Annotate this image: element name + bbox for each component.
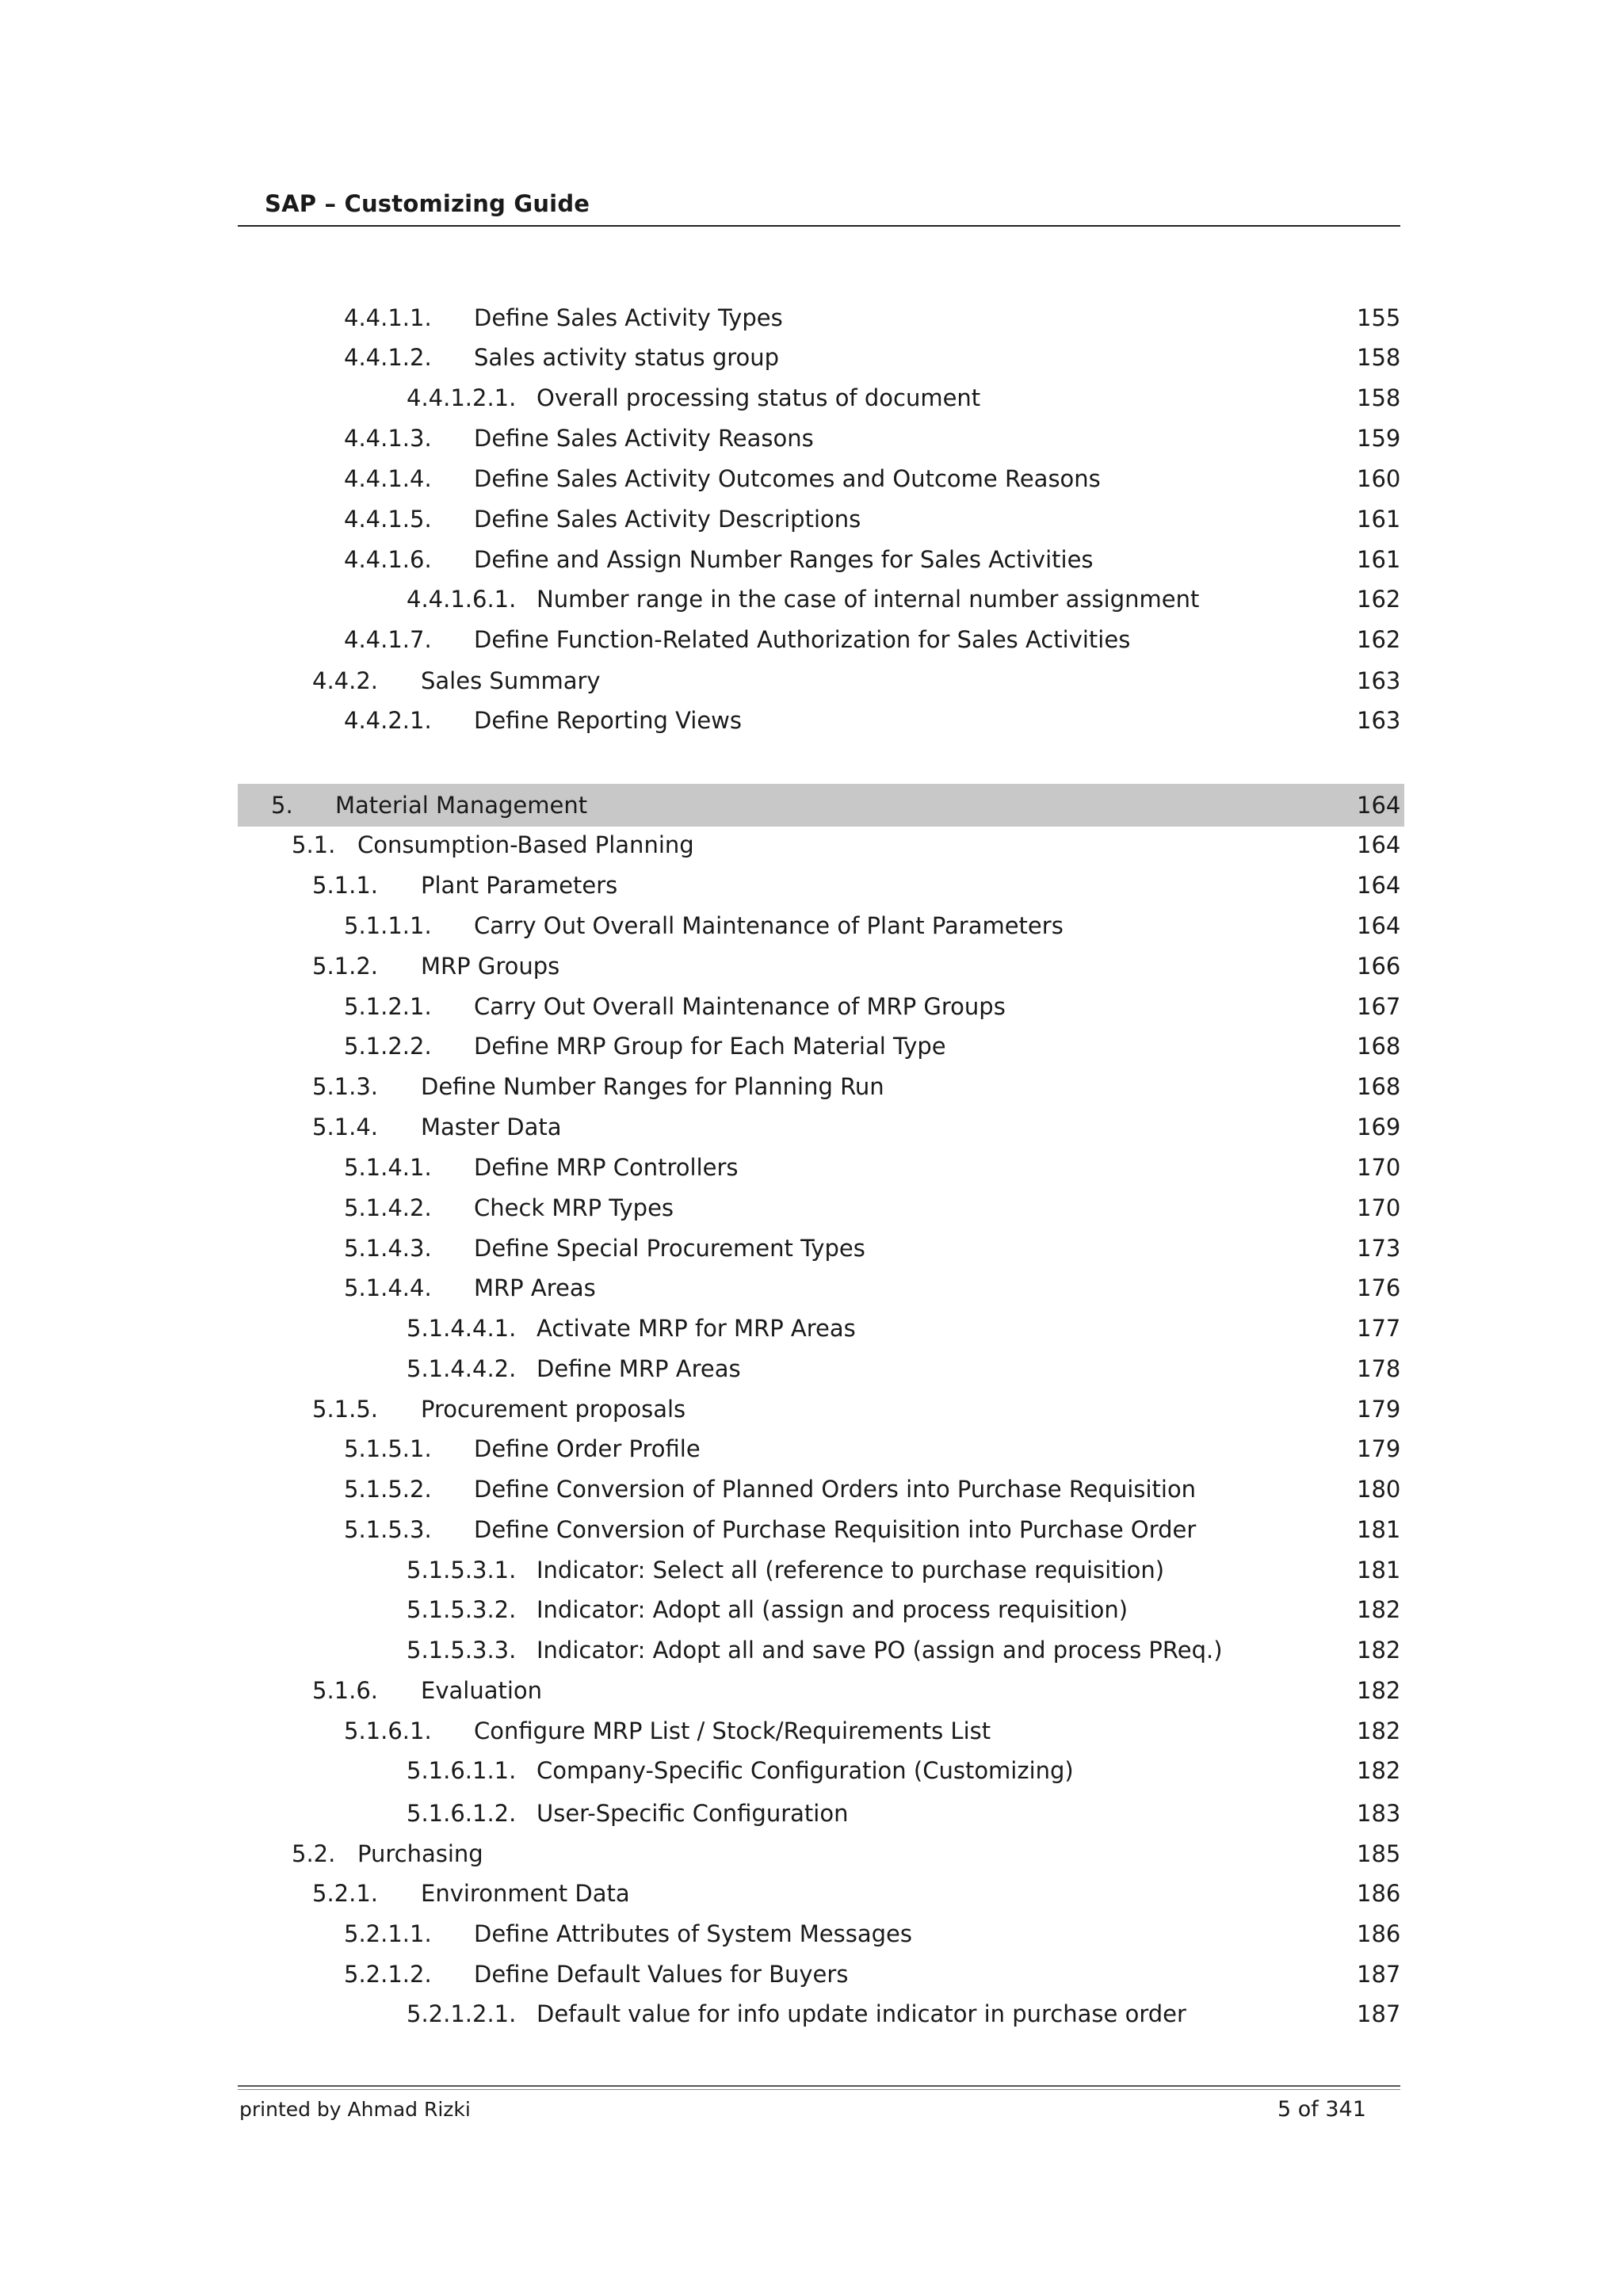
toc-entry-page-number: 162 <box>1357 626 1401 653</box>
footer-divider <box>238 2085 1400 2087</box>
toc-entry-title[interactable]: Consumption-Based Planning <box>357 831 694 858</box>
toc-entry <box>0 987 1623 1026</box>
toc-entry <box>0 1954 1623 1994</box>
toc-entry-page-number: 177 <box>1357 1315 1401 1342</box>
toc-entry-title[interactable]: Plant Parameters <box>421 872 618 899</box>
toc-entry <box>0 906 1623 946</box>
toc-entry-title[interactable]: Purchasing <box>357 1840 483 1867</box>
toc-entry-title[interactable]: Define Attributes of System Messages <box>474 1920 912 1947</box>
toc-entry <box>0 1874 1623 1913</box>
toc-entry-number: 5.2.1.1. <box>344 1920 432 1947</box>
toc-entry-page-number: 182 <box>1357 1757 1401 1784</box>
toc-entry-title[interactable]: Material Management <box>335 792 588 819</box>
toc-entry-title[interactable]: Check MRP Types <box>474 1194 674 1221</box>
toc-entry-number: 4.4.1.4. <box>344 465 432 492</box>
toc-entry <box>0 1067 1623 1106</box>
toc-entry-page-number: 158 <box>1357 384 1401 411</box>
toc-entry-number: 5.1.2.1. <box>344 993 432 1020</box>
toc-entry-title[interactable]: Number range in the case of internal number assignment <box>537 586 1200 613</box>
toc-entry-title[interactable]: Environment Data <box>421 1880 630 1907</box>
toc-entry <box>0 459 1623 499</box>
toc-entry-number: 5.1.1. <box>312 872 379 899</box>
toc-entry <box>0 1188 1623 1228</box>
toc-entry-page-number: 168 <box>1357 1073 1401 1100</box>
toc-entry-page-number: 164 <box>1357 912 1401 939</box>
toc-entry <box>0 1834 1623 1874</box>
toc-entry-title[interactable]: Company-Specific Configuration (Customizing) <box>537 1757 1074 1784</box>
toc-entry-number: 5.2.1. <box>312 1880 379 1907</box>
toc-entry-title[interactable]: Define Reporting Views <box>474 707 743 734</box>
toc-entry-page-number: 182 <box>1357 1717 1401 1744</box>
toc-entry-number: 5.1.1.1. <box>344 912 432 939</box>
toc-entry-title[interactable]: Carry Out Overall Maintenance of MRP Groups <box>474 993 1006 1020</box>
toc-entry-title[interactable]: Define MRP Controllers <box>474 1154 739 1181</box>
toc-entry-title[interactable]: Define MRP Areas <box>537 1355 741 1382</box>
toc-entry <box>0 620 1623 659</box>
toc-entry-page-number: 169 <box>1357 1114 1401 1140</box>
toc-entry <box>0 579 1623 619</box>
toc-entry-page-number: 164 <box>1357 792 1401 819</box>
toc-entry <box>0 946 1623 986</box>
toc-entry-page-number: 155 <box>1357 304 1401 331</box>
toc-entry-page-number: 159 <box>1357 425 1401 452</box>
toc-entry-title[interactable]: Sales Summary <box>421 667 601 694</box>
toc-entry-page-number: 179 <box>1357 1396 1401 1423</box>
toc-entry-title[interactable]: Define Default Values for Buyers <box>474 1961 849 1988</box>
toc-entry-title[interactable]: Define Function-Related Authorization for Sales Activities <box>474 626 1131 653</box>
toc-entry-page-number: 161 <box>1357 506 1401 533</box>
toc-entry-title[interactable]: Define Special Procurement Types <box>474 1235 865 1262</box>
toc-entry-page-number: 187 <box>1357 1961 1401 1988</box>
toc-entry-page-number: 162 <box>1357 586 1401 613</box>
toc-entry-page-number: 166 <box>1357 953 1401 980</box>
toc-entry-title[interactable]: Define Sales Activity Types <box>474 304 783 331</box>
toc-entry-page-number: 158 <box>1357 344 1401 371</box>
toc-entry-page-number: 187 <box>1357 2000 1401 2027</box>
toc-entry <box>0 1429 1623 1469</box>
toc-entry-page-number: 170 <box>1357 1194 1401 1221</box>
toc-entry-title[interactable]: Default value for info update indicator in purchase order <box>537 2000 1186 2027</box>
toc-entry <box>0 378 1623 418</box>
toc-entry-title[interactable]: Activate MRP for MRP Areas <box>537 1315 856 1342</box>
toc-entry-number: 5.1.5.3.3. <box>407 1637 517 1664</box>
toc-entry <box>0 1349 1623 1389</box>
toc-entry-number: 4.4.1.6.1. <box>407 586 517 613</box>
toc-entry-title[interactable]: Indicator: Select all (reference to purchase requisition) <box>537 1557 1165 1584</box>
header-divider <box>238 225 1400 227</box>
toc-entry <box>0 825 1623 865</box>
toc-entry-title[interactable]: Define Conversion of Planned Orders into Purchase Requisition <box>474 1476 1197 1503</box>
toc-entry <box>0 1308 1623 1348</box>
toc-entry <box>0 661 1623 701</box>
toc-entry <box>0 338 1623 377</box>
toc-entry-number: 5.1.2. <box>312 953 379 980</box>
toc-entry-number: 5.1.4.3. <box>344 1235 432 1262</box>
toc-entry-title[interactable]: Define and Assign Number Ranges for Sales Activities <box>474 546 1094 573</box>
toc-entry-page-number: 164 <box>1357 872 1401 899</box>
toc-entry-page-number: 182 <box>1357 1637 1401 1664</box>
toc-entry-number: 5.1.3. <box>312 1073 379 1100</box>
toc-entry-page-number: 186 <box>1357 1880 1401 1907</box>
toc-entry-number: 5.1.4. <box>312 1114 379 1140</box>
toc-entry-number: 5.1.6.1. <box>344 1717 432 1744</box>
toc-entry-number: 5.2. <box>292 1840 336 1867</box>
toc-entry-number: 4.4.2. <box>312 667 379 694</box>
toc-entry-number: 5.1.4.4.2. <box>407 1355 517 1382</box>
toc-entry <box>0 540 1623 579</box>
toc-entry <box>0 1711 1623 1751</box>
toc-entry-page-number: 164 <box>1357 831 1401 858</box>
toc-entry <box>0 499 1623 539</box>
toc-entry-page-number: 161 <box>1357 546 1401 573</box>
toc-entry-number: 5.1.6.1.2. <box>407 1800 517 1827</box>
toc-entry-page-number: 180 <box>1357 1476 1401 1503</box>
toc-entry-title[interactable]: Define Conversion of Purchase Requisition into Purchase Order <box>474 1516 1197 1543</box>
toc-entry-page-number: 176 <box>1357 1274 1401 1301</box>
toc-entry-number: 5.1.4.4. <box>344 1274 432 1301</box>
toc-entry <box>0 1994 1623 2034</box>
toc-entry-number: 5.1.5.3.1. <box>407 1557 517 1584</box>
toc-entry <box>0 1550 1623 1590</box>
toc-entry-page-number: 185 <box>1357 1840 1401 1867</box>
document-header-title: SAP – Customizing Guide <box>265 190 590 217</box>
toc-entry-title[interactable]: Procurement proposals <box>421 1396 686 1423</box>
toc-entry <box>0 1268 1623 1308</box>
toc-entry <box>0 1671 1623 1710</box>
footer-printed-by: printed by Ahmad Rizki <box>239 2098 471 2121</box>
toc-entry <box>0 1469 1623 1509</box>
toc-entry-number: 5.1.2.2. <box>344 1033 432 1060</box>
toc-entry-number: 5.2.1.2.1. <box>407 2000 517 2027</box>
toc-entry-title[interactable]: Indicator: Adopt all and save PO (assign and process PReq.) <box>537 1637 1223 1664</box>
toc-entry-title[interactable]: Master Data <box>421 1114 562 1140</box>
toc-entry-page-number: 178 <box>1357 1355 1401 1382</box>
toc-entry-page-number: 170 <box>1357 1154 1401 1181</box>
footer-divider-thin <box>238 2089 1400 2090</box>
toc-entry <box>0 1794 1623 1833</box>
toc-entry-page-number: 182 <box>1357 1677 1401 1704</box>
toc-entry-title[interactable]: Configure MRP List / Stock/Requirements List <box>474 1717 991 1744</box>
toc-entry-number: 5.1.4.4.1. <box>407 1315 517 1342</box>
toc-entry <box>0 1630 1623 1670</box>
toc-entry-number: 4.4.1.7. <box>344 626 432 653</box>
toc-entry-title[interactable]: User-Specific Configuration <box>537 1800 849 1827</box>
toc-entry-page-number: 168 <box>1357 1033 1401 1060</box>
toc-entry-title[interactable]: Carry Out Overall Maintenance of Plant Parameters <box>474 912 1064 939</box>
toc-entry-title[interactable]: Evaluation <box>421 1677 543 1704</box>
toc-entry-number: 5. <box>271 792 293 819</box>
toc-entry <box>0 1510 1623 1549</box>
toc-entry-number: 4.4.1.6. <box>344 546 432 573</box>
toc-entry-number: 5.1.5.1. <box>344 1435 432 1462</box>
toc-entry <box>0 1148 1623 1187</box>
toc-entry <box>0 1590 1623 1629</box>
toc-entry-number: 5.1. <box>292 831 336 858</box>
toc-entry <box>0 418 1623 458</box>
toc-section-heading <box>0 785 1623 825</box>
toc-entry-number: 5.1.4.1. <box>344 1154 432 1181</box>
toc-entry <box>0 1026 1623 1066</box>
toc-entry-page-number: 163 <box>1357 667 1401 694</box>
toc-entry-number: 5.1.5. <box>312 1396 379 1423</box>
toc-entry-number: 5.1.5.2. <box>344 1476 432 1503</box>
toc-entry-title[interactable]: Define Order Profile <box>474 1435 701 1462</box>
toc-entry-title[interactable]: Define Sales Activity Descriptions <box>474 506 861 533</box>
toc-entry-title[interactable]: MRP Groups <box>421 953 560 980</box>
toc-entry-number: 4.4.1.2. <box>344 344 432 371</box>
toc-entry <box>0 1751 1623 1790</box>
toc-entry-number: 4.4.1.5. <box>344 506 432 533</box>
toc-entry <box>0 1107 1623 1147</box>
toc-entry-number: 5.1.4.2. <box>344 1194 432 1221</box>
toc-entry-title[interactable]: MRP Areas <box>474 1274 596 1301</box>
toc-entry-page-number: 167 <box>1357 993 1401 1020</box>
toc-entry-page-number: 179 <box>1357 1435 1401 1462</box>
toc-entry-page-number: 181 <box>1357 1516 1401 1543</box>
toc-entry-title[interactable]: Define Sales Activity Outcomes and Outcome Reasons <box>474 465 1101 492</box>
toc-entry-number: 4.4.2.1. <box>344 707 432 734</box>
toc-entry-number: 5.2.1.2. <box>344 1961 432 1988</box>
toc-entry <box>0 1228 1623 1268</box>
toc-entry-title[interactable]: Overall processing status of document <box>537 384 981 411</box>
toc-entry-title[interactable]: Define MRP Group for Each Material Type <box>474 1033 946 1060</box>
toc-entry-number: 5.1.6. <box>312 1677 379 1704</box>
toc-entry-title[interactable]: Define Sales Activity Reasons <box>474 425 814 452</box>
toc-entry <box>0 1914 1623 1954</box>
toc-entry <box>0 701 1623 740</box>
toc-entry-page-number: 181 <box>1357 1557 1401 1584</box>
toc-entry-number: 4.4.1.3. <box>344 425 432 452</box>
toc-entry-page-number: 163 <box>1357 707 1401 734</box>
toc-entry-number: 5.1.5.3.2. <box>407 1596 517 1623</box>
toc-entry <box>0 865 1623 905</box>
toc-entry-number: 4.4.1.1. <box>344 304 432 331</box>
toc-entry-title[interactable]: Define Number Ranges for Planning Run <box>421 1073 884 1100</box>
toc-entry-page-number: 160 <box>1357 465 1401 492</box>
toc-entry-page-number: 183 <box>1357 1800 1401 1827</box>
toc-entry <box>0 298 1623 338</box>
toc-entry <box>0 1389 1623 1429</box>
toc-entry-page-number: 182 <box>1357 1596 1401 1623</box>
toc-entry-number: 5.1.5.3. <box>344 1516 432 1543</box>
footer-page-indicator: 5 of 341 <box>1277 2097 1366 2122</box>
toc-entry-title[interactable]: Sales activity status group <box>474 344 780 371</box>
toc-entry-page-number: 186 <box>1357 1920 1401 1947</box>
toc-entry-number: 4.4.1.2.1. <box>407 384 517 411</box>
toc-entry-number: 5.1.6.1.1. <box>407 1757 517 1784</box>
toc-entry-page-number: 173 <box>1357 1235 1401 1262</box>
toc-entry-title[interactable]: Indicator: Adopt all (assign and process requisition) <box>537 1596 1128 1623</box>
